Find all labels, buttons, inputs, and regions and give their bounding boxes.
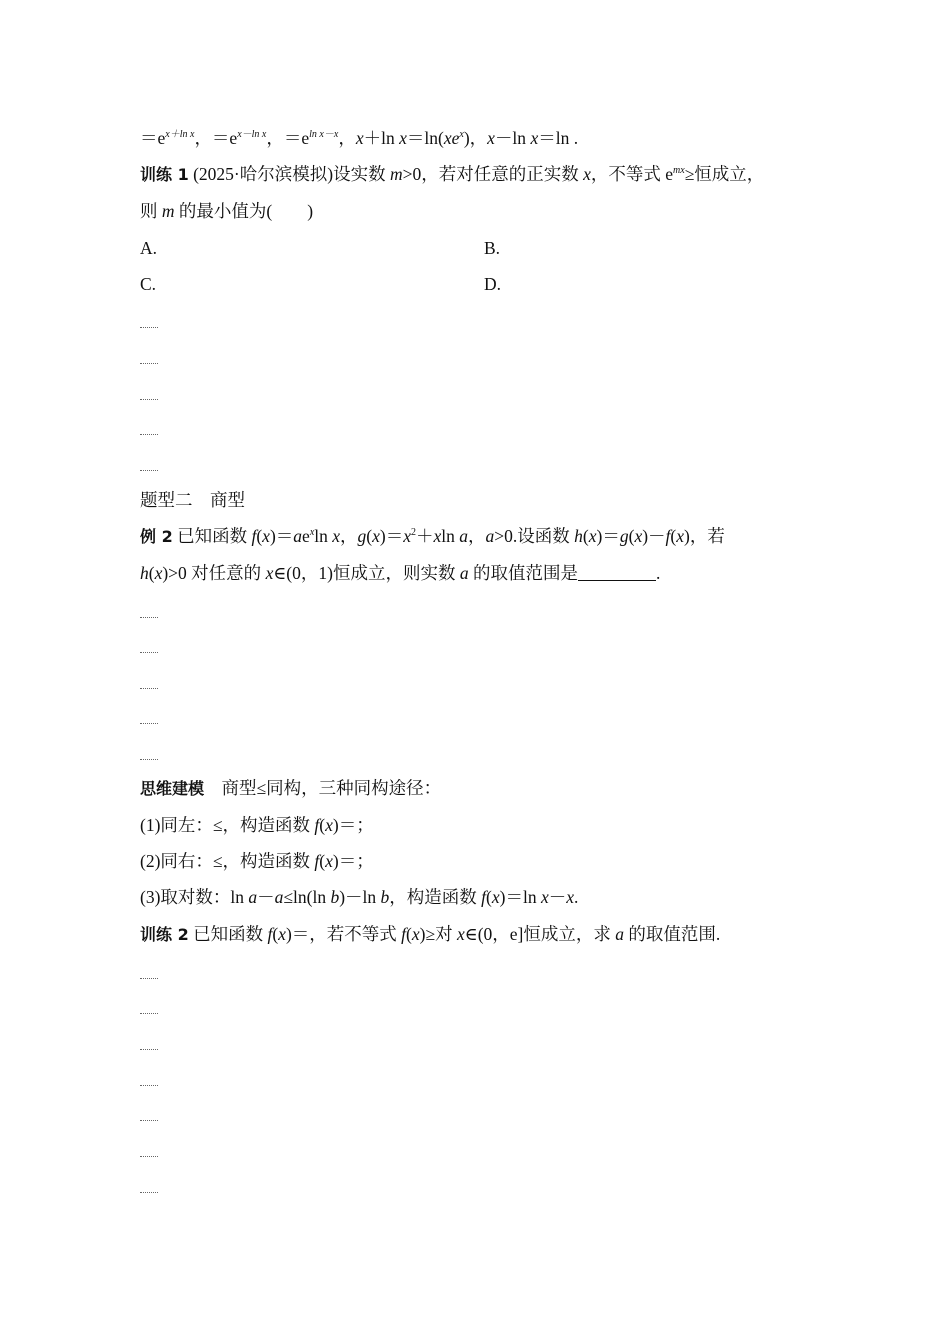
var: b <box>330 887 340 907</box>
text: ， <box>340 526 358 546</box>
text: ( <box>272 924 279 944</box>
text: . <box>655 563 661 583</box>
option-d[interactable] <box>484 272 501 296</box>
example2-line2 <box>140 561 660 585</box>
var: x <box>530 128 539 148</box>
text: ( <box>582 526 589 546</box>
exponent: x－ln x <box>237 129 267 140</box>
answer-line <box>140 978 158 979</box>
example2-line1 <box>140 524 725 549</box>
exponent: 2 <box>411 527 417 538</box>
answer-line <box>140 1013 158 1014</box>
var: f <box>314 851 320 871</box>
exponent: x <box>459 129 464 140</box>
var: a <box>485 526 495 546</box>
var: b <box>380 887 390 907</box>
text: ＋ <box>416 526 434 546</box>
var: x <box>399 128 407 148</box>
var: f <box>481 887 487 907</box>
answer-line <box>140 759 158 760</box>
text: ∈(0，1)恒成立，则实数 <box>273 563 460 583</box>
var: a <box>293 526 303 546</box>
var: a <box>248 887 258 907</box>
var: x <box>433 526 442 546</box>
exponent: x <box>309 527 315 538</box>
var: a <box>274 887 284 907</box>
text: )－ <box>642 526 666 546</box>
var: x <box>372 526 380 546</box>
train1-line1 <box>140 162 764 187</box>
var: h <box>140 563 149 583</box>
text: >0.设函数 <box>494 526 575 546</box>
option-c-label: C. <box>140 274 157 294</box>
text: )＝，若不等式 <box>285 924 402 944</box>
var: x <box>583 164 591 184</box>
text: ＝ln . <box>538 128 579 148</box>
var: h <box>574 526 583 546</box>
text: ＝e <box>140 128 166 148</box>
text: )＝ <box>379 526 404 546</box>
text: >0，若对任意的正实数 <box>402 164 584 184</box>
var: x <box>265 563 274 583</box>
text: ( <box>256 526 263 546</box>
text: 的取值范围. <box>624 924 721 944</box>
text: － <box>548 887 567 907</box>
var: m <box>161 201 175 221</box>
text: ( <box>406 924 412 944</box>
text: )， <box>463 128 488 148</box>
text: )＝； <box>332 815 374 835</box>
text: (1)同左：≤，构造函数 <box>140 815 315 835</box>
text: ( <box>319 815 326 835</box>
text: ( <box>366 526 373 546</box>
text: )＝ <box>269 526 294 546</box>
text: ＝ln( <box>406 128 444 148</box>
var: a <box>459 526 469 546</box>
var: a <box>459 563 469 583</box>
answer-blank[interactable] <box>578 564 656 581</box>
train2-line <box>140 922 720 947</box>
answer-line <box>140 363 158 364</box>
text: )，若 <box>684 526 725 546</box>
text: 则 <box>140 201 162 221</box>
var: x <box>403 526 412 546</box>
text: 已知函数 <box>172 526 252 546</box>
var: x <box>154 563 163 583</box>
example2-label: 例 2 <box>140 527 173 546</box>
text: ( <box>628 526 635 546</box>
var: f <box>401 924 407 944</box>
answer-line <box>140 688 158 689</box>
text: ，构造函数 <box>389 887 482 907</box>
var: x <box>634 526 643 546</box>
var: x <box>588 526 597 546</box>
var: xe <box>443 128 460 148</box>
answer-line <box>140 617 158 618</box>
option-b-label: B. <box>484 238 501 258</box>
var: f <box>251 526 257 546</box>
text: (2025·哈尔滨模拟)设实数 <box>188 164 390 184</box>
answer-line <box>140 1192 158 1193</box>
text: )＝ <box>596 526 620 546</box>
text: 商型≤同构，三种同构途径： <box>204 778 442 798</box>
exponent: mx <box>673 165 685 176</box>
text: )＝； <box>332 851 374 871</box>
answer-line <box>140 1085 158 1086</box>
text: ＋ln <box>363 128 400 148</box>
text: ( <box>319 851 326 871</box>
text: ≤ln(ln <box>283 887 331 907</box>
var: m <box>389 164 403 184</box>
var: a <box>615 924 624 944</box>
text: ( <box>670 526 677 546</box>
train2-label: 训练 2 <box>140 925 189 944</box>
identity-line <box>140 126 578 150</box>
text: ，＝e <box>194 128 238 148</box>
var: f <box>314 815 320 835</box>
text: ( <box>486 887 492 907</box>
text: . <box>574 887 579 907</box>
var: g <box>357 526 367 546</box>
text: ln <box>441 526 460 546</box>
text: ≥恒成立， <box>684 164 765 184</box>
var: x <box>355 128 364 148</box>
answer-line <box>140 434 158 435</box>
var: x <box>325 815 333 835</box>
var: x <box>566 887 575 907</box>
text: )－ln <box>339 887 381 907</box>
text: ( <box>148 563 155 583</box>
text: －ln <box>494 128 531 148</box>
option-a[interactable] <box>140 236 157 260</box>
model-heading <box>140 776 441 801</box>
var: x <box>262 526 270 546</box>
text: e <box>302 526 310 546</box>
answer-line <box>140 1156 158 1157</box>
model-item-2 <box>140 849 374 873</box>
answer-line <box>140 1120 158 1121</box>
section-title <box>140 488 245 512</box>
text: ln <box>314 526 333 546</box>
answer-line <box>140 1049 158 1050</box>
var: f <box>267 924 273 944</box>
var: g <box>619 526 629 546</box>
text: 的取值范围是 <box>468 563 578 583</box>
var: f <box>665 526 671 546</box>
exponent: ln x－x <box>309 129 339 140</box>
section-title-text: 题型二 商型 <box>140 490 245 510</box>
text: ， <box>468 526 486 546</box>
answer-line <box>140 652 158 653</box>
train1-label: 训练 1 <box>140 165 189 184</box>
var: x <box>491 887 500 907</box>
train1-line2 <box>140 199 313 223</box>
text: ， <box>338 128 356 148</box>
text: 的最小值为( ) <box>174 201 314 221</box>
var: x <box>325 851 333 871</box>
text: (2)同右：≤，构造函数 <box>140 851 315 871</box>
var: x <box>676 526 685 546</box>
answer-line <box>140 723 158 724</box>
option-b[interactable] <box>484 236 500 260</box>
text: )>0 对任意的 <box>162 563 266 583</box>
text: 已知函数 <box>188 924 268 944</box>
text: － <box>257 887 275 907</box>
var: x <box>456 924 465 944</box>
answer-line <box>140 327 158 328</box>
var: x <box>540 887 549 907</box>
text: )≥对 <box>419 924 457 944</box>
var: x <box>278 924 286 944</box>
answer-line <box>140 470 158 471</box>
text: (3)取对数：ln <box>140 887 249 907</box>
text: ，不等式 e <box>590 164 674 184</box>
exponent: x＋ln x <box>165 129 195 140</box>
model-item-3 <box>140 885 578 909</box>
option-c[interactable] <box>140 272 156 296</box>
var: x <box>487 128 495 148</box>
text: ∈(0，e]恒成立，求 <box>464 924 616 944</box>
option-d-label: D. <box>484 274 502 294</box>
var: x <box>411 924 420 944</box>
answer-line <box>140 399 158 400</box>
model-item-1 <box>140 813 374 837</box>
option-a-label: A. <box>140 238 158 258</box>
text: )＝ln <box>499 887 541 907</box>
text: ，＝e <box>266 128 310 148</box>
var: x <box>332 526 341 546</box>
model-label: 思维建模 <box>140 779 205 798</box>
